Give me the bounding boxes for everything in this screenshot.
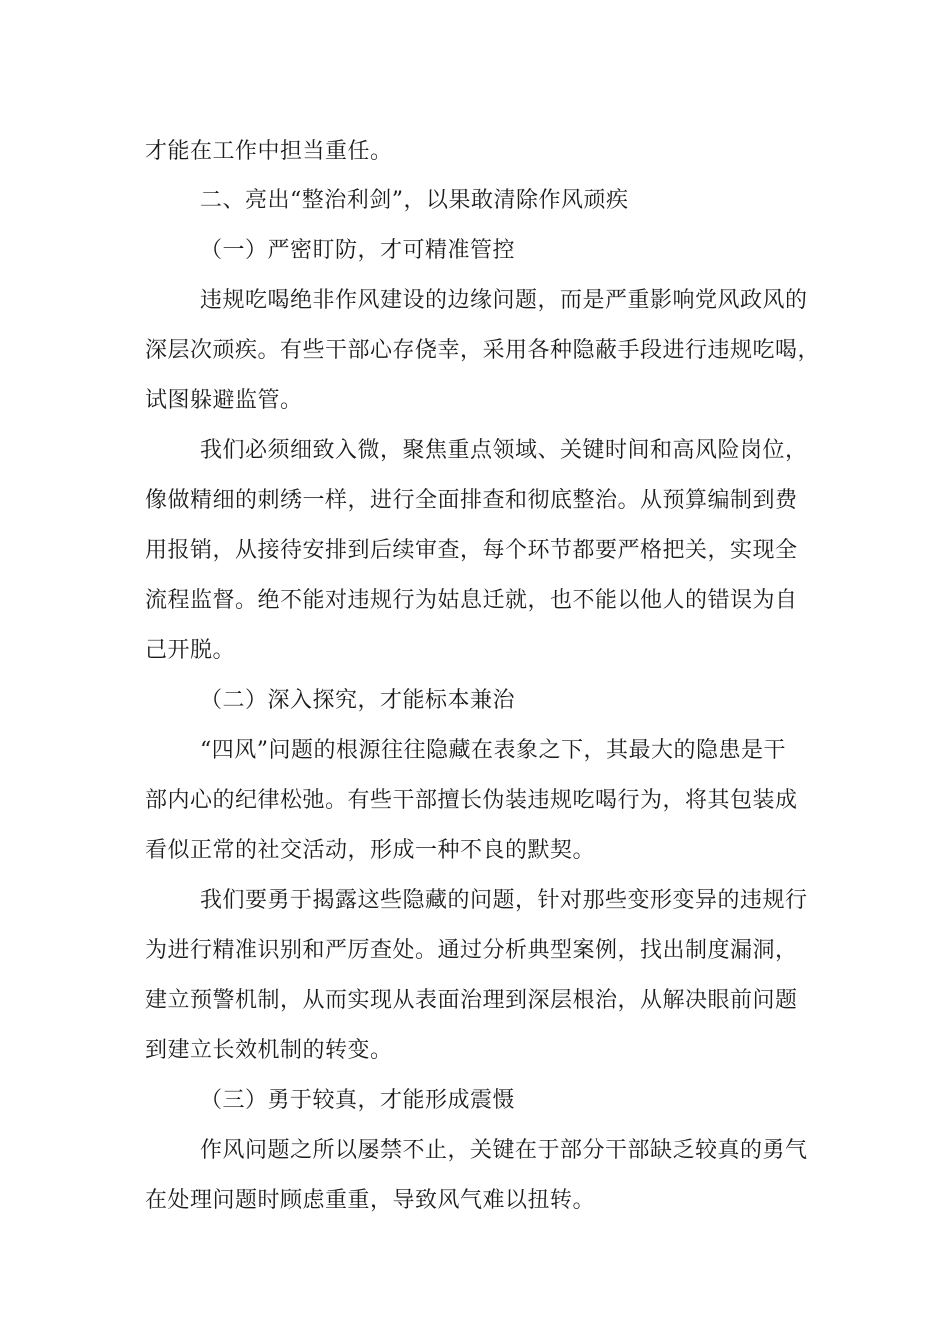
- paragraph-line: 建立预警机制，从而实现从表面治理到深层根治，从解决眼前问题: [145, 988, 798, 1013]
- paragraph-line: 流程监督。绝不能对违规行为姑息迁就，也不能以他人的错误为自: [145, 588, 798, 613]
- paragraph-line: 我们要勇于揭露这些隐藏的问题，针对那些变形变异的违规行: [200, 888, 808, 913]
- paragraph-line: 违规吃喝绝非作风建设的边缘问题，而是严重影响党风政风的: [200, 288, 808, 313]
- paragraph-line: 到建立长效机制的转变。: [145, 1038, 393, 1063]
- paragraph-line: 试图躲避监管。: [145, 388, 303, 413]
- paragraph-line: 己开脱。: [145, 638, 236, 663]
- paragraph-line: 用报销，从接待安排到后续审查，每个环节都要严格把关，实现全: [145, 538, 798, 563]
- paragraph-line: “四风”问题的根源往往隐藏在表象之下，其最大的隐患是干: [200, 738, 786, 763]
- paragraph-line: 才能在工作中担当重任。: [145, 139, 393, 164]
- paragraph-line: 在处理问题时顾虑重重，导致风气难以扭转。: [145, 1188, 596, 1213]
- subsection-heading: （二）深入探究，才能标本兼治: [200, 688, 516, 713]
- paragraph-line: 像做精细的刺绣一样，进行全面排查和彻底整治。从预算编制到费: [145, 488, 798, 513]
- paragraph-line: 我们必须细致入微，聚焦重点领域、关键时间和高风险岗位，: [200, 438, 808, 463]
- subsection-heading: （三）勇于较真，才能形成震慑: [200, 1088, 516, 1113]
- paragraph-line: 深层次顽疾。有些干部心存侥幸，采用各种隐蔽手段进行违规吃喝，: [145, 338, 821, 363]
- paragraph-line: 作风问题之所以屡禁不止，关键在于部分干部缺乏较真的勇气: [200, 1138, 808, 1163]
- subsection-heading: （一）严密盯防，才可精准管控: [200, 238, 516, 263]
- paragraph-line: 为进行精准识别和严厉查处。通过分析典型案例，找出制度漏洞，: [145, 938, 798, 963]
- paragraph-line: 部内心的纪律松弛。有些干部擅长伪装违规吃喝行为，将其包装成: [145, 788, 798, 813]
- paragraph-line: 看似正常的社交活动，形成一种不良的默契。: [145, 838, 596, 863]
- section-heading: 二、亮出“整治利剑”，以果敢清除作风顽疾: [200, 188, 629, 213]
